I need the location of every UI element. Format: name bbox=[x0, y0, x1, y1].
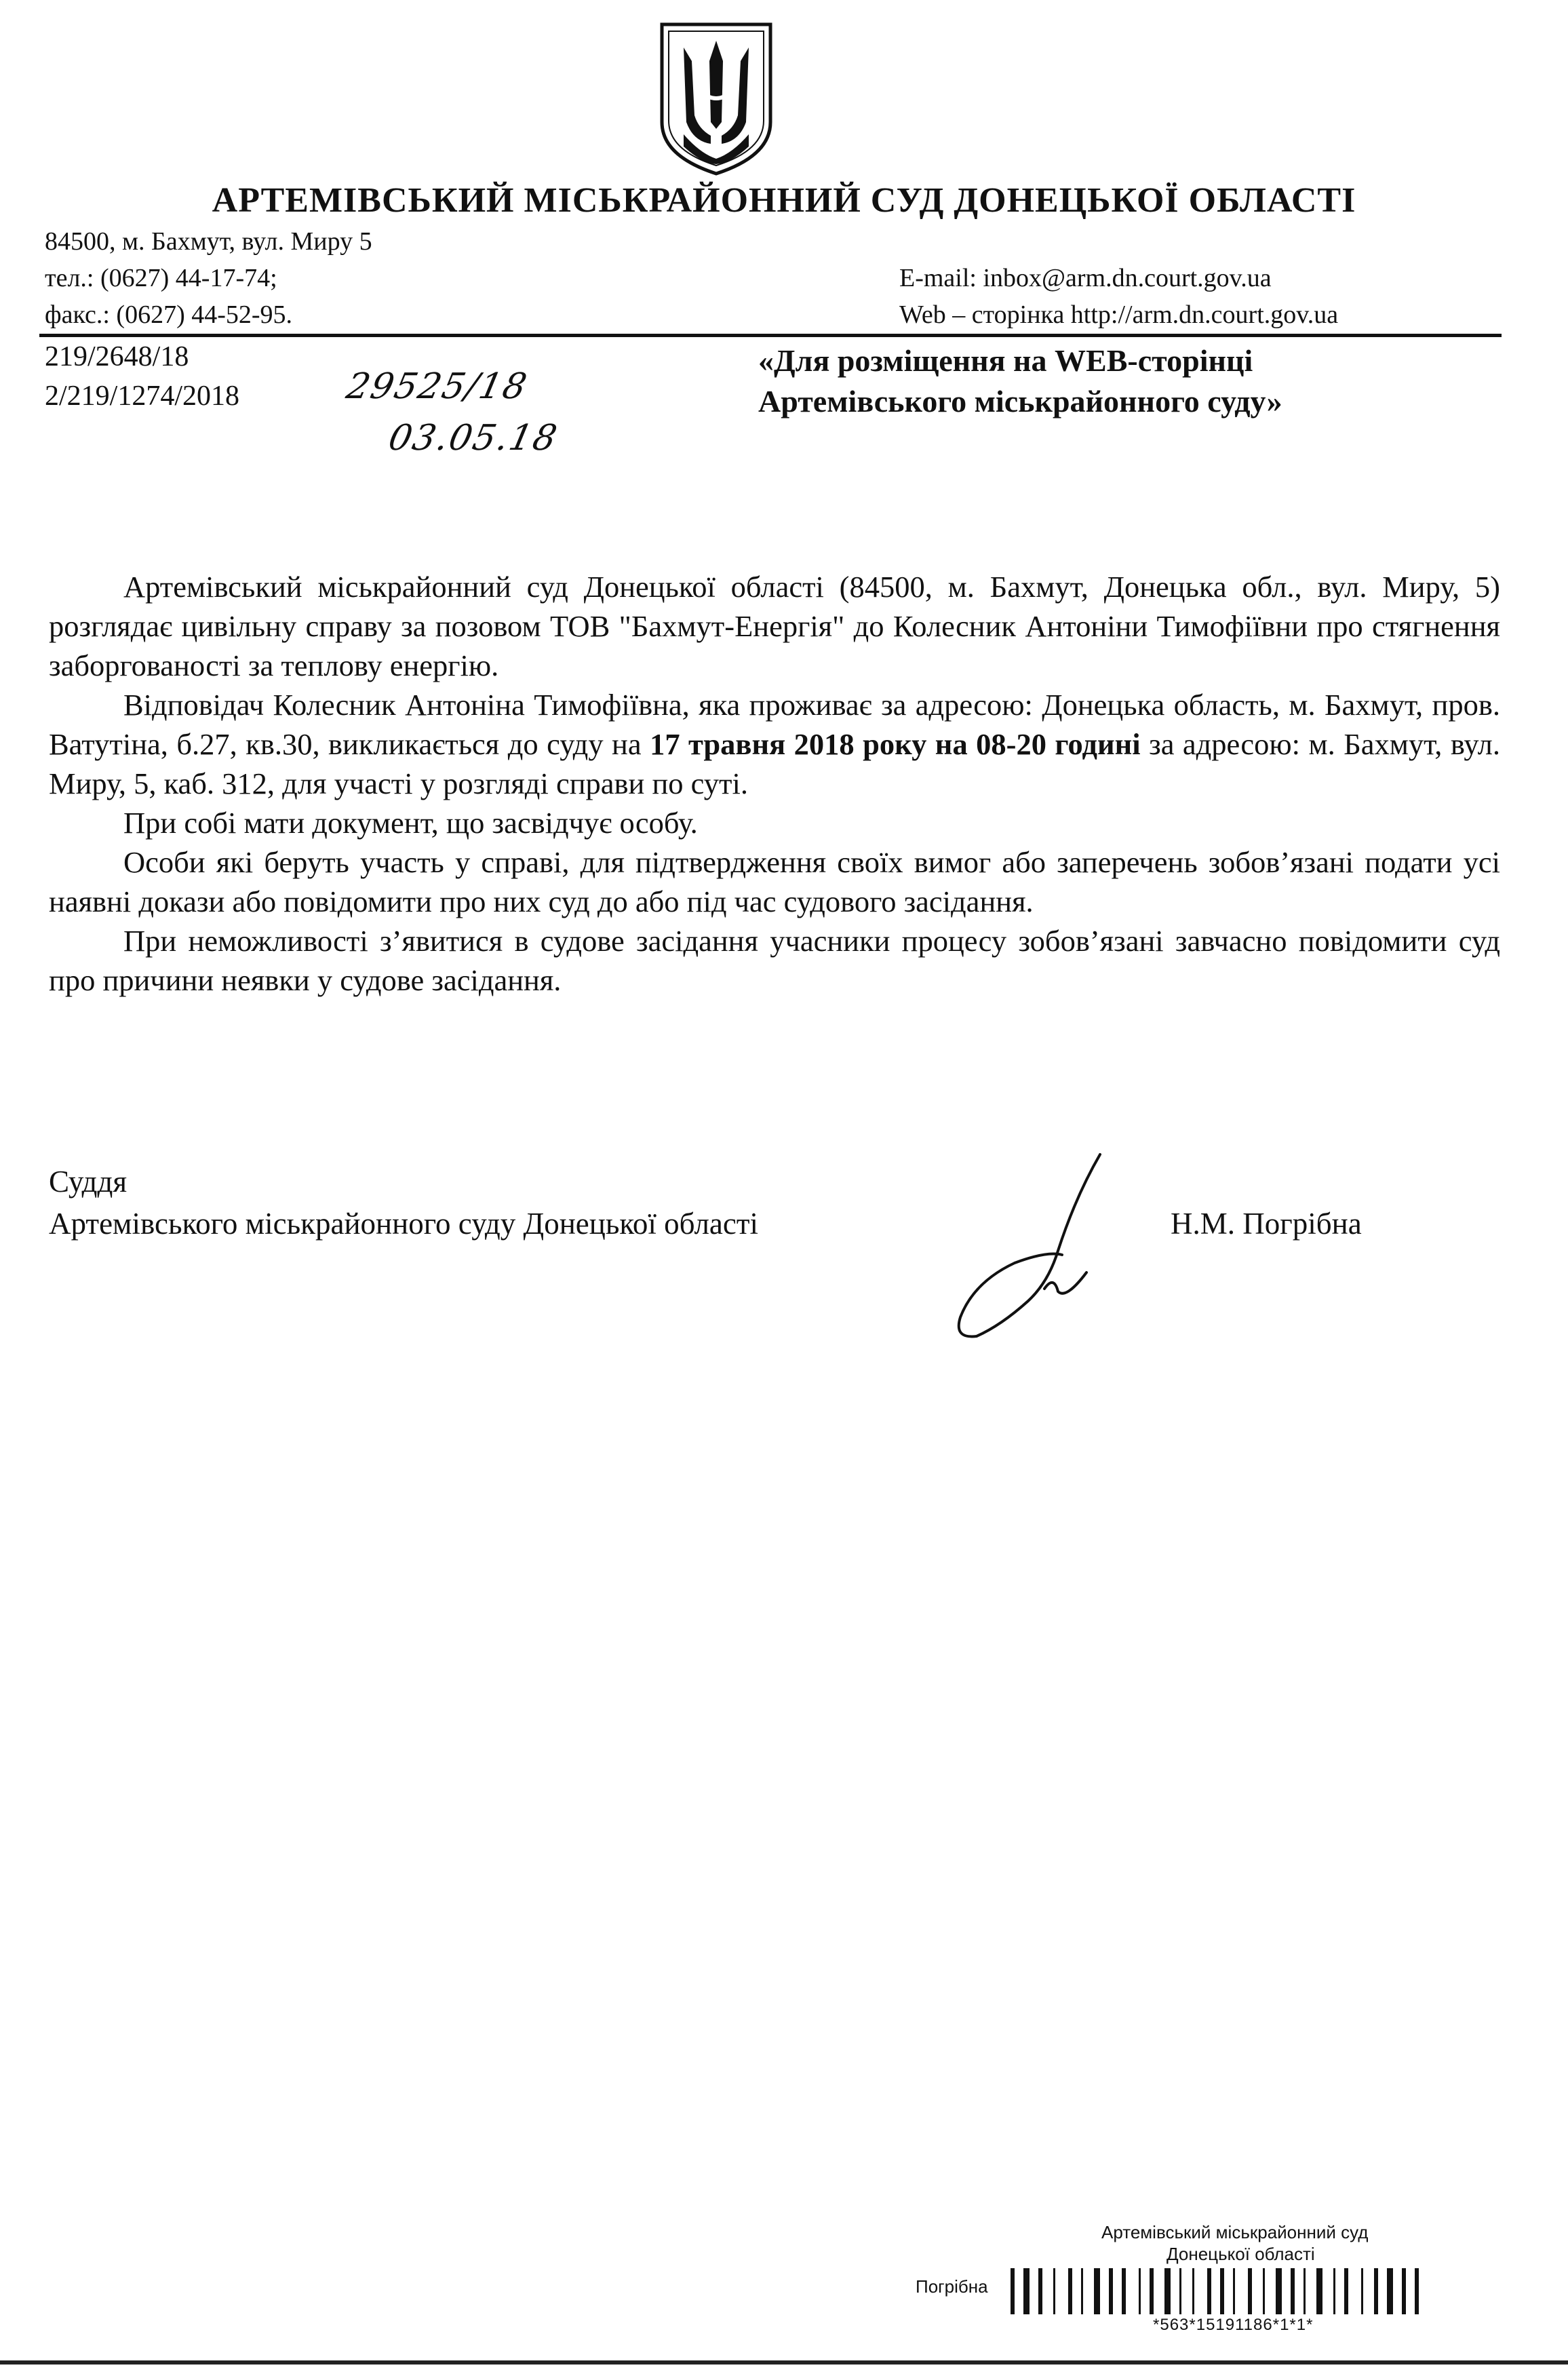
summons-text-end: за адресою: м. Бахмут, вул. Миру, 5, каб. 312, для участі у розгляді справи по суті. bbox=[49, 727, 1500, 800]
paragraph-absence: При неможливості з’явитися в судове засідання учасники процесу зобов’язані завчасно повідомити суд про причини неявки у судове засідання. bbox=[49, 924, 1500, 997]
judge-signature-icon bbox=[933, 1149, 1123, 1346]
proceeding-number: 2/219/1274/2018 bbox=[45, 381, 240, 412]
coat-of-arms-icon bbox=[656, 20, 776, 178]
paragraph-summons bbox=[49, 685, 1500, 803]
paragraph-case: Артемівський міськрайонний суд Донецької області (84500, м. Бахмут, Донецька обл., вул. Миру, 5) розглядає цивільну справу за позовом ТОВ "Бахмут-Енергія" до Колесник Антоніни Тимофіївни про стягнення заборгованості за теплову енергію. bbox=[49, 570, 1500, 682]
summons-text-start: Відповідач Колесник Антоніна Тимофіївна, яка проживає за адресою: Донецька область, м. Бахмут, пров. Ватутіна, б.27, кв.30, викликається до суду на bbox=[49, 688, 1500, 761]
handwritten-number: 29525/18 bbox=[342, 366, 532, 407]
case-number: 219/2648/18 bbox=[45, 341, 189, 372]
court-address: 84500, м. Бахмут, вул. Миру 5 bbox=[45, 227, 372, 256]
judge-name: Н.М. Погрібна bbox=[1171, 1207, 1362, 1241]
stamp-judge: Погрібна bbox=[916, 2276, 988, 2297]
barcode-icon bbox=[1011, 2268, 1499, 2314]
header-divider bbox=[39, 334, 1502, 337]
summons-date-time: 17 травня 2018 року на 08-20 годині bbox=[650, 727, 1141, 761]
paragraph-id-document: При собі мати документ, що засвідчує особу. bbox=[123, 806, 698, 840]
court-phone: тел.: (0627) 44-17-74; bbox=[45, 264, 277, 292]
court-fax: факс.: (0627) 44-52-95. bbox=[45, 300, 293, 329]
court-name-title: АРТЕМІВСЬКИЙ МІСЬКРАЙОННИЙ СУД ДОНЕЦЬКОЇ ОБЛАСТІ bbox=[212, 181, 1356, 220]
paragraph-evidence: Особи які беруть участь у справі, для підтвердження своїх вимог або заперечень зобов’язані подати усі наявні докази або повідомити про них суд до або під час судового засідання. bbox=[49, 845, 1500, 918]
web-notice-line-1: «Для розміщення на WEB-сторінці bbox=[758, 343, 1253, 378]
stamp-court-line-1: Артемівський міськрайонний суд bbox=[1101, 2222, 1369, 2242]
court-email: E-mail: inbox@arm.dn.court.gov.ua bbox=[899, 264, 1272, 292]
handwritten-date: 03.05.18 bbox=[385, 418, 562, 459]
court-web: Web – сторінка http://arm.dn.court.gov.ua bbox=[899, 300, 1339, 329]
stamp-court-line-2: Донецької області bbox=[1167, 2244, 1315, 2264]
judge-court: Артемівського міськрайонного суду Донецької області bbox=[49, 1207, 759, 1241]
page-bottom-edge bbox=[0, 2360, 1568, 2365]
barcode-number: *563*15191186*1*1* bbox=[1153, 2316, 1314, 2334]
web-notice-line-2: Артемівського міськрайонного суду» bbox=[758, 384, 1282, 419]
judge-title: Суддя bbox=[49, 1165, 128, 1199]
notice-body bbox=[49, 567, 1500, 1000]
web-notice bbox=[758, 340, 1282, 422]
